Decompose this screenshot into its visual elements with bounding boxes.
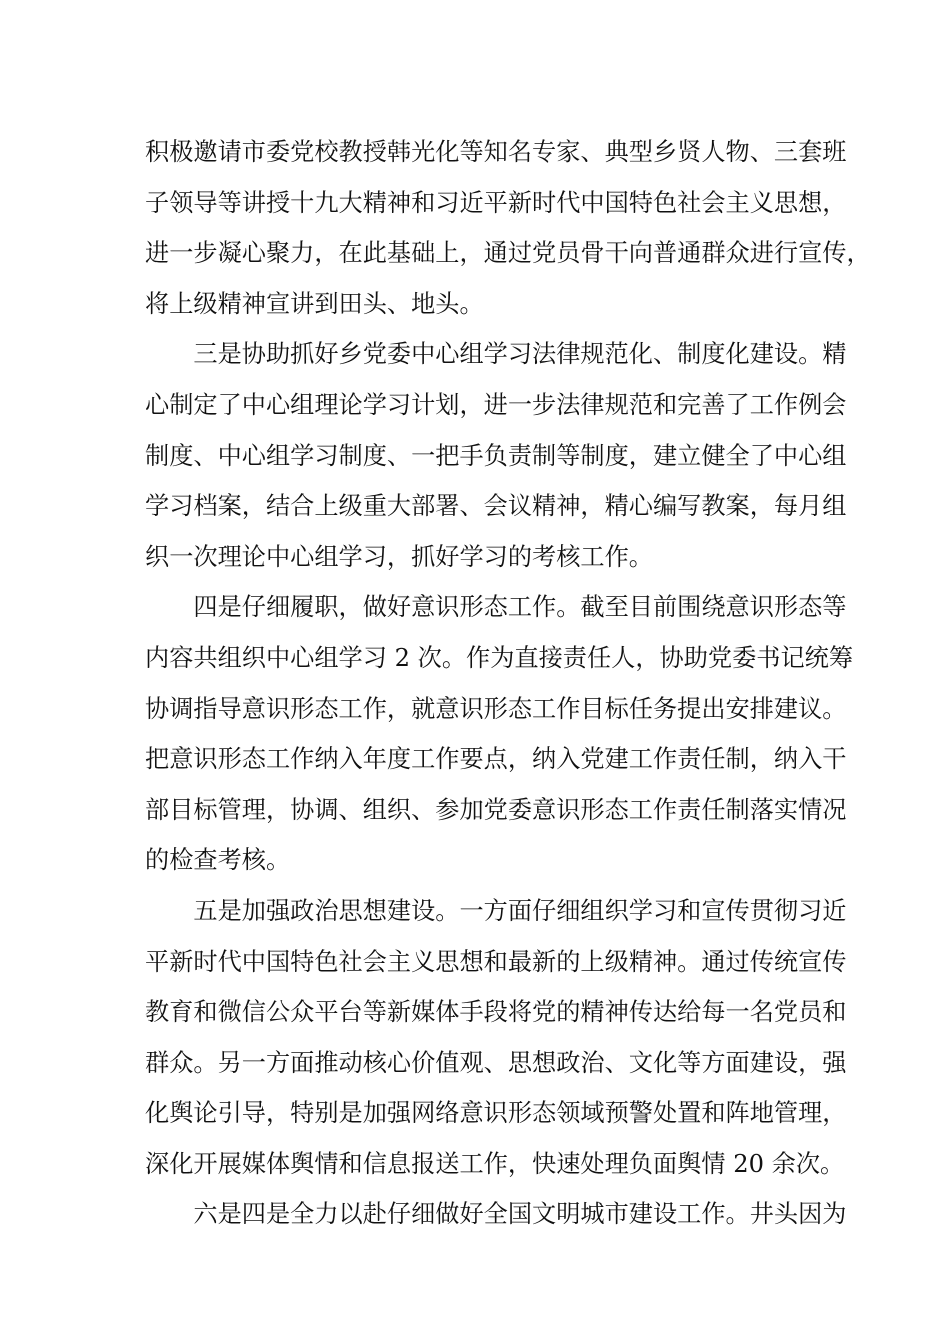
- text-line: 内容共组织中心组学习 2 次。作为直接责任人，协助党委书记统筹: [145, 643, 854, 672]
- text-line: 的检查考核。: [145, 846, 291, 875]
- text-line: 深化开展媒体舆情和信息报送工作，快速处理负面舆情 20 余次。: [145, 1149, 845, 1178]
- text-line: 四是仔细履职，做好意识形态工作。截至目前围绕意识形态等: [145, 593, 847, 622]
- text-line: 心制定了中心组理论学习计划，进一步法律规范和完善了工作例会: [145, 390, 847, 419]
- text-line: 协调指导意识形态工作，就意识形态工作目标任务提出安排建议。: [145, 694, 847, 723]
- text-line: 化舆论引导，特别是加强网络意识形态领域预警处置和阵地管理，: [145, 1099, 847, 1128]
- text-line: 积极邀请市委党校教授韩光化等知名专家、典型乡贤人物、三套班: [145, 138, 847, 166]
- text-line: 将上级精神宣讲到田头、地头。: [145, 289, 484, 318]
- paragraph: [145, 886, 847, 1190]
- text-line: 学习档案，结合上级重大部署、会议精神，精心编写教案，每月组: [145, 492, 847, 521]
- paragraph: [145, 1189, 847, 1240]
- text-line: 群众。另一方面推动核心价值观、思想政治、文化等方面建设，强: [145, 1048, 847, 1077]
- text-line: 制度、中心组学习制度、一把手负责制等制度，建立健全了中心组: [145, 441, 847, 470]
- paragraph: [145, 329, 847, 582]
- text-line: 进一步凝心聚力，在此基础上，通过党员骨干向普通群众进行宣传，: [145, 239, 871, 268]
- text-line: 三是协助抓好乡党委中心组学习法律规范化、制度化建设。精: [145, 340, 847, 369]
- text-line: 六是四是全力以赴仔细做好全国文明城市建设工作。井头因为: [145, 1200, 847, 1229]
- document-body: [145, 127, 871, 1240]
- text-line: 平新时代中国特色社会主义思想和最新的上级精神。通过传统宣传: [145, 947, 847, 976]
- text-line: 五是加强政治思想建设。一方面仔细组织学习和宣传贯彻习近: [145, 896, 847, 925]
- paragraph: [145, 127, 871, 329]
- text-line: 子领导等讲授十九大精神和习近平新时代中国特色社会主义思想，: [145, 188, 847, 217]
- text-line: 教育和微信公众平台等新媒体手段将党的精神传达给每一名党员和: [145, 998, 847, 1027]
- text-line: 部目标管理，协调、组织、参加党委意识形态工作责任制落实情况: [145, 795, 847, 824]
- text-line: 织一次理论中心组学习，抓好学习的考核工作。: [145, 542, 653, 571]
- text-line: 把意识形态工作纳入年度工作要点，纳入党建工作责任制，纳入干: [145, 745, 847, 774]
- paragraph: [145, 582, 854, 886]
